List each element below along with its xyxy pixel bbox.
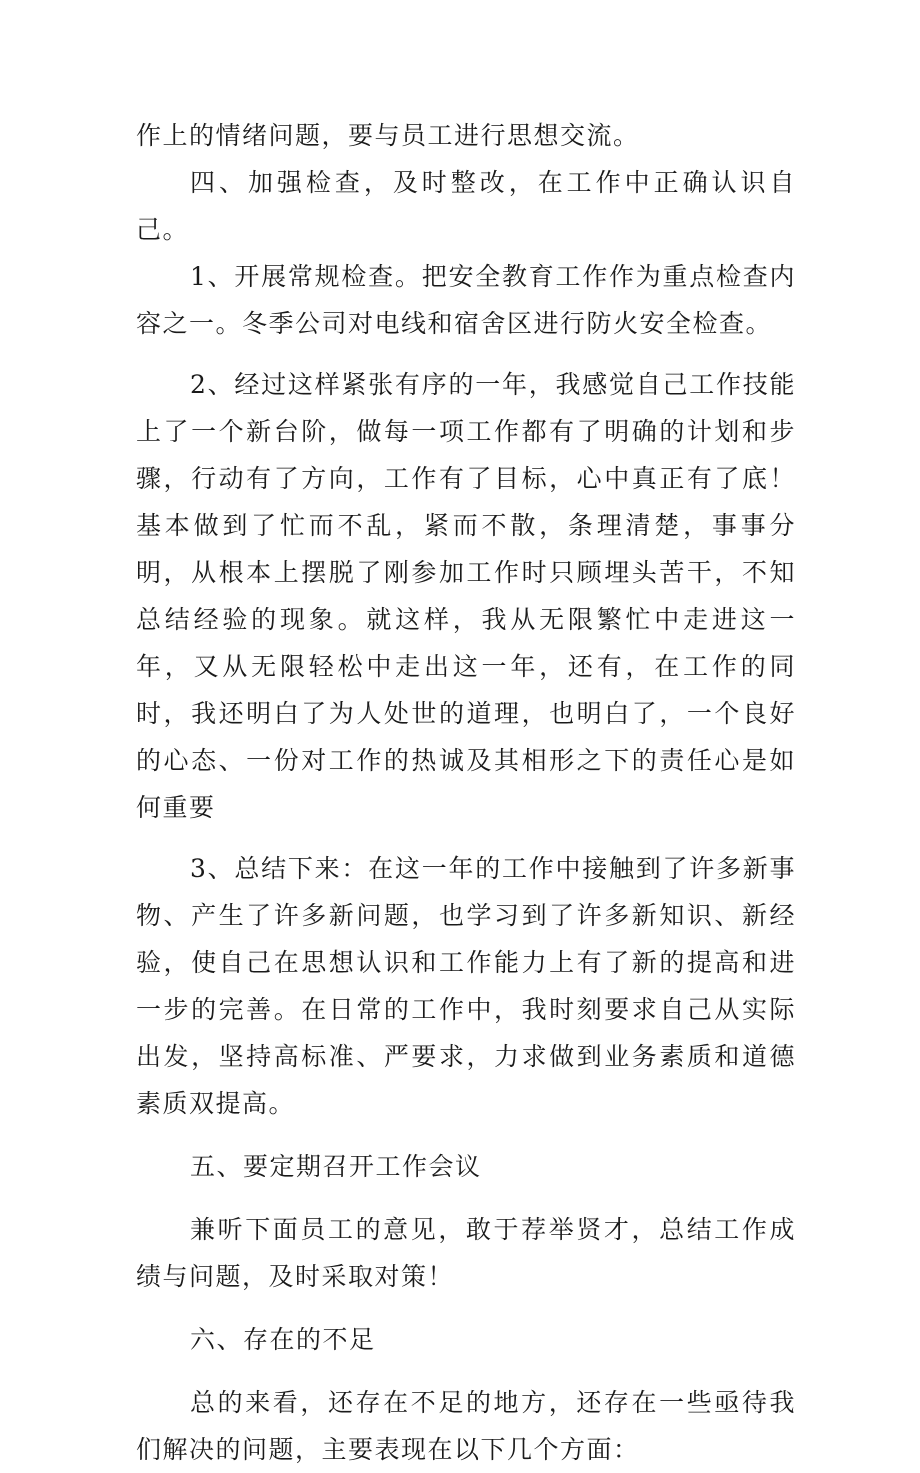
paragraph-continuation: 作上的情绪问题，要与员工进行思想交流。 <box>136 121 640 150</box>
section-heading-meetings: 五、要定期召开工作会议 <box>190 1152 482 1181</box>
section-heading-inspection: 四、加强检查，及时整改，在工作中正确认识自己。 <box>136 168 796 244</box>
document-body <box>136 112 796 1473</box>
paragraph-item-2: 2、经过这样紧张有序的一年，我感觉自己工作技能上了一个新台阶，做每一项工作都有了明确的计划和步骤，行动有了方向，工作有了目标，心中真正有了底！基本做到了忙而不乱，紧而不散，条理清楚，事事分明，从根本上摆脱了刚参加工作时只顾埋头苦干，不知总结经验的现象。就这样，我从无限繁忙中走进这一年，又从无限轻松中走出这一年，还有，在工作的同时，我还明白了为人处世的道理，也明白了，一个良好的心态、一份对工作的热诚及其相形之下的责任心是如何重要 <box>136 370 796 822</box>
section-heading-shortcomings: 六、存在的不足 <box>190 1325 376 1354</box>
paragraph-item-1: 1、开展常规检查。把安全教育工作作为重点检查内容之一。冬季公司对电线和宿舍区进行防火安全检查。 <box>136 262 796 338</box>
paragraph-meetings: 兼听下面员工的意见，敢于荐举贤才，总结工作成绩与问题，及时采取对策！ <box>136 1215 796 1291</box>
paragraph-item-3: 3、总结下来：在这一年的工作中接触到了许多新事物、产生了许多新问题，也学习到了许多新知识、新经验，使自己在思想认识和工作能力上有了新的提高和进一步的完善。在日常的工作中，我时刻要求自己从实际出发，坚持高标准、严要求，力求做到业务素质和道德素质双提高。 <box>136 854 796 1118</box>
paragraph-shortcomings: 总的来看，还存在不足的地方，还存在一些亟待我们解决的问题，主要表现在以下几个方面： <box>136 1388 796 1464</box>
